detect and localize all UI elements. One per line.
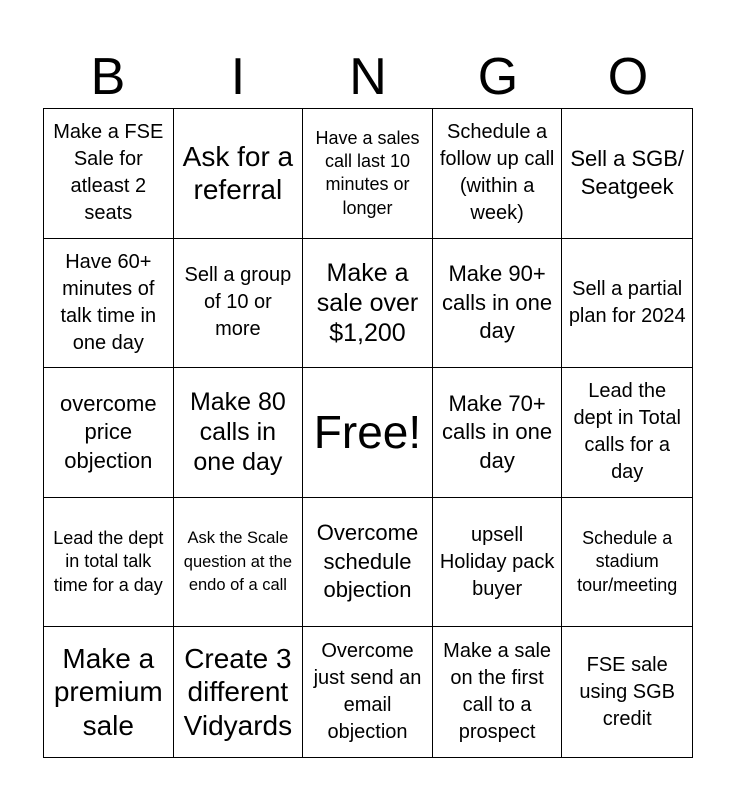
bingo-cell: Overcome just send an email objection: [303, 627, 433, 757]
header-letter-n: N: [349, 48, 387, 106]
bingo-cell: Make 70+ calls in one day: [433, 368, 563, 498]
bingo-cell: Make 80 calls in one day: [174, 368, 304, 498]
bingo-cell: Ask the Scale question at the endo of a call: [174, 498, 304, 628]
bingo-cell: Lead the dept in Total calls for a day: [562, 368, 692, 498]
bingo-cell: Schedule a follow up call (within a week): [433, 109, 563, 239]
bingo-cell: FSE sale using SGB credit: [579, 653, 675, 730]
bingo-cell: Sell a SGB/ Seatgeek: [562, 109, 692, 239]
bingo-cell: Ask for a referral: [174, 109, 304, 239]
header-letter-g: G: [477, 48, 519, 106]
header-letter-b: B: [90, 48, 126, 106]
bingo-cell: Create 3 different Vidyards: [174, 627, 304, 757]
bingo-cell: Make a FSE Sale for atleast 2 seats: [44, 109, 174, 239]
bingo-cell: Have 60+ minutes of talk time in one day: [44, 239, 174, 369]
header-letter-o: O: [607, 48, 649, 106]
bingo-header: [43, 48, 693, 106]
bingo-cell: Make a sale over $1,200: [303, 239, 433, 369]
bingo-cell: Sell a partial plan for 2024: [562, 239, 692, 369]
bingo-cell: Schedule a stadium tour/meeting: [562, 498, 692, 628]
bingo-cell: Sell a group of 10 or more: [174, 239, 304, 369]
bingo-cell: Make 90+ calls in one day: [433, 239, 563, 369]
bingo-cell: Have a sales call last 10 minutes or longer: [303, 109, 433, 239]
bingo-cell: Lead the dept in total talk time for a day: [44, 498, 174, 628]
bingo-cell: upsell Holiday pack buyer: [433, 498, 563, 628]
free-space: Free!: [303, 368, 433, 498]
bingo-cell: overcome price objection: [44, 368, 174, 498]
bingo-cell: Overcome schedule objection: [303, 498, 433, 628]
bingo-cell: Make a premium sale: [44, 627, 174, 757]
header-letter-i: I: [230, 48, 246, 106]
bingo-cell: Make a sale on the first call to a prospect: [433, 627, 563, 757]
bingo-grid: [43, 108, 693, 758]
